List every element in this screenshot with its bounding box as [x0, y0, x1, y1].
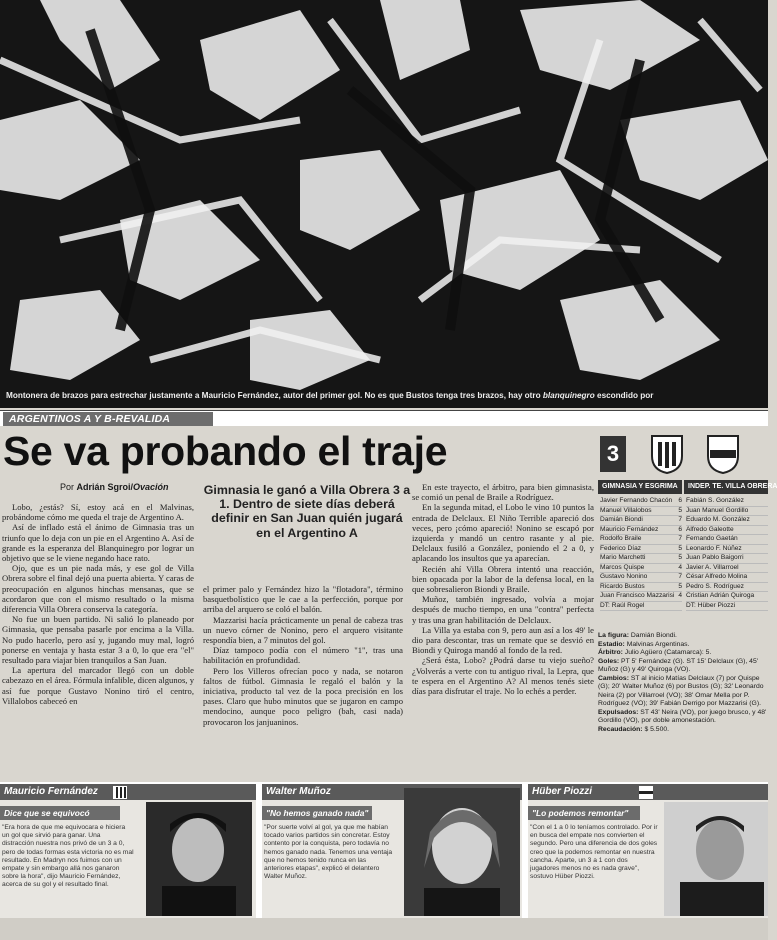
roster-row: Fabián S. González: [686, 497, 768, 507]
player-name: Javier Fernando Chacón: [600, 497, 673, 504]
player-rating: 7: [678, 516, 682, 523]
caption-tail: escondido por: [594, 391, 654, 400]
paragraph: Así de inflado está el ánimo de Gimnasia tras un triunfo que lo deja con un pie en el Argentino A. Así de grande es la esperanza del Blanquinegro por lograr un objetivo que se le viene negando hace rato.: [2, 522, 194, 564]
coach-name: DT: Raúl Rogel: [600, 601, 645, 609]
caption-italic: blanquinegro: [542, 391, 595, 400]
roster-row: Fernando Gaetán: [686, 535, 768, 545]
paragraph: En la segunda mitad, el Lobo le vino 10 puntos la entrada de Delclaux. El Niño Terrible apareció dos veces, pero ¡cómo apareció! Nonino se escapó por izquierda y mandó un centro rasante y al pie. Delclaux fusiló a González, poniendo el 2 a 0, y aplacando los insultos que ya aparecían.: [412, 502, 594, 564]
byline-author: Adrián Sgroi/: [76, 482, 134, 492]
fact-text: Julio Agüero (Catamarca): 5.: [622, 649, 712, 656]
player-rating: 4: [678, 592, 682, 599]
celebration-photo-art: [0, 0, 768, 408]
quote-title: Dice que se equivocó: [0, 806, 120, 820]
fact-label: Recaudación:: [598, 725, 643, 733]
byline: [60, 482, 169, 492]
roster-row: [600, 564, 682, 574]
player-rating: 5: [678, 506, 682, 514]
paragraph: Ojo, que es un pie nada más, y ese gol de Villa Obrera sobre el final dejó una puerta abierta. Y caras de preocupación en algunos hinchas mensanas, que se acordaron que con el mismo resultado o la misma diferencia Villa Obrera conserva la categoría.: [2, 563, 194, 615]
roster-row: Juan Pablo Baigorri: [686, 554, 768, 564]
fact-text: Malvinas Argentinas.: [624, 640, 690, 648]
roster-row: Alfredo Galeotte: [686, 526, 768, 536]
section-label: ARGENTINOS A Y B-REVALIDA: [3, 412, 213, 426]
villa-obrera-crest-icon: [706, 434, 740, 474]
paragraph: La apertura del marcador llegó con un doble cabezazo en el área. Fórmula infalible, dicen algunos, y así fue porque Gustavo Nonino tiró el centro, Villalobos cabeceó en: [2, 665, 194, 706]
quote-box-fernandez: [0, 784, 256, 918]
player-name: Manuel Villalobos: [600, 506, 652, 514]
player-rating: 4: [678, 563, 682, 571]
paragraph: Mazzarisi hacía prácticamente un penal de cabeza tras un nuevo córner de Nonino, pero el arquero visitante respondía bien, a 7 minutos del gol.: [203, 614, 403, 646]
home-score: 3: [600, 436, 626, 472]
paragraph: Díaz tampoco podía con el número "1", tras una habilitación en profundidad.: [203, 645, 403, 666]
roster-row: César Alfredo Molina: [686, 573, 768, 583]
roster-row: [600, 554, 682, 564]
villa-obrera-crest-icon: [638, 785, 654, 800]
fact-label: Goles:: [598, 657, 620, 665]
player-name: Mauricio Fernández: [600, 525, 659, 533]
paragraph: ¿Será ésta, Lobo? ¿Podrá darse tu viejo sueño? ¿Volverás a verte con tu antiguo rival, la Lepra, que te espera en el Argentino A? Al menos tenés siete días para disfrutar el traje. No lo echés a perder.: [412, 655, 594, 697]
player-rating: 5: [678, 582, 682, 590]
fact-row: [598, 675, 768, 709]
roster-row: [600, 535, 682, 545]
fact-row: [598, 709, 768, 726]
home-team-header: GIMNASIA Y ESGRIMA: [598, 480, 682, 494]
headline: Se va probando el traje: [3, 428, 448, 474]
roster-row: Cristian Adrián Quiroga: [686, 592, 768, 602]
roster-row: [600, 592, 682, 602]
roster-row: Pedro S. Rodríguez: [686, 583, 768, 593]
player-rating: 6: [678, 525, 682, 533]
roster-row: [600, 583, 682, 593]
player-rating: 5: [678, 544, 682, 552]
player-rating: 7: [678, 535, 682, 542]
paragraph: Lobo, ¿estás? Sí, estoy acá en el Malvinas, probándome cómo me queda el traje de Argentino A.: [2, 502, 194, 523]
roster-row: Eduardo M. González: [686, 516, 768, 526]
paragraph: En este trayecto, el árbitro, para bien gimnasista, se comió un penal de Braile a Rodríguez.: [412, 482, 594, 503]
player-portrait: [404, 788, 520, 916]
player-name: Rodolfo Braile: [600, 535, 642, 542]
player-rating: 6: [678, 497, 682, 504]
player-name: Gustavo Nonino: [600, 573, 648, 580]
away-team-header: INDEP. TE. VILLA OBRERA: [684, 480, 768, 494]
roster-row: Juan Manuel Gordillo: [686, 507, 768, 517]
quote-text: "Con el 1 a 0 lo teníamos controlado. Por ir en busca del empate nos convierten el segundo. Pero una diferencia de dos goles creo que la podemos remontar en nuestra cancha. Aparte, un 3 a 1 con dos jugadores menos no es nada grave", sostuvo Hüber Piozzi.: [530, 824, 658, 881]
fact-label: Cambios:: [598, 674, 629, 682]
roster-row: [600, 602, 682, 612]
quote-name: Hüber Piozzi: [528, 784, 768, 800]
caption-text: Montonera de brazos para estrechar justamente a Mauricio Fernández, autor del primer gol. No es que Bustos tenga tres brazos, hay otro: [6, 391, 543, 400]
photo-caption: [6, 391, 766, 400]
fact-label: Árbitro:: [598, 649, 623, 656]
fact-label: Estadio:: [598, 640, 625, 648]
fact-label: Expulsados:: [598, 708, 639, 716]
quote-box-munoz: [262, 784, 522, 918]
paragraph: el primer palo y Fernández hizo la "flotadora", término basquetbolístico que le cae a la perfección, porque por arriba del arquero se coló el balón.: [203, 584, 403, 615]
portrait-image: [404, 788, 520, 916]
gimnasia-crest-icon: [112, 785, 128, 800]
fact-text: $ 5.500.: [642, 725, 670, 733]
fact-row: [598, 632, 768, 641]
roster-row: Leonardo F. Núñez: [686, 545, 768, 555]
scoreboard: [598, 432, 777, 772]
fact-row: [598, 649, 768, 658]
player-name: Federico Díaz: [600, 544, 642, 552]
fact-text: ST 43' Neira (VO), por juego brusco, y 48' Gordillo (VO), por doble amonestación.: [598, 708, 767, 724]
gimnasia-crest-icon: [650, 434, 684, 474]
quote-name: Walter Muñoz: [262, 784, 522, 800]
player-rating: 7: [678, 573, 682, 580]
roster-row: [600, 573, 682, 583]
home-roster: [600, 497, 682, 611]
fact-row: [598, 726, 768, 735]
player-name: Ricardo Bustos: [600, 582, 645, 590]
paragraph: No fue un buen partido. Ni salió lo planeado por Gimnasia, que pensaba pasarle por encima a la Villa. No pudo hacerlo, pero así y, jugando muy mal, logró ponerse en ventaja y hasta estar 3 a 0, lo que era "el" resultado para viajar bien tranquilos a San Juan.: [2, 614, 194, 666]
fact-label: La figura:: [598, 632, 629, 639]
player-portrait: [146, 802, 252, 916]
roster-row: [600, 497, 682, 507]
byline-prefix: Por: [60, 482, 77, 492]
quote-text: "Por suerte volví al gol, ya que me habían tocado varios partidos sin concretar. Estoy contento por la conquista, pero todavía no hemos ganado nada. Tenemos una ventaja que no hemos tenido nunca en las anteriores etapas", explicó el delantero Walter Muñoz.: [264, 824, 393, 881]
paragraph: Muñoz, también ingresado, volvía a mojar después de mucho tiempo, en una "contra" perfecta y tras una gran habilitación de Delclaux.: [412, 594, 594, 625]
match-facts: [598, 632, 768, 734]
fact-text: PT 5' Fernández (G). ST 15' Delclaux (G), 45' Muñoz (G) y 49' Quiroga (VO).: [598, 657, 759, 673]
portrait-image: [146, 802, 252, 916]
fact-row: [598, 641, 768, 650]
quote-text: "Era hora de que me equivocara e hiciera un gol que sirvió para ganar. Una distracción nuestra nos privó de un 3 a 0, pero de todas formas esta victoria no es mal resultado. En Madryn nos fuimos con un empate y sin embargo allá nos ganaron sobre la hora", dijo Mauricio Fernández, acerca de su gol y el resultado final.: [2, 824, 134, 889]
article-column-2: [203, 584, 403, 727]
paragraph: Recién ahí Villa Obrera intentó una reacción, bien opacada por la labor de la defensa local, en la que sobresalieron Biondi y Braile.: [412, 563, 594, 595]
quote-name: Mauricio Fernández: [0, 784, 256, 800]
player-name: Marcos Quispe: [600, 563, 645, 571]
roster-row: [600, 516, 682, 526]
quote-title: "No hemos ganado nada": [262, 806, 372, 820]
roster-row: Javier A. Villarroel: [686, 564, 768, 574]
coach-name: DT: Hüber Piozzi: [686, 602, 768, 612]
roster-row: [600, 526, 682, 536]
player-rating: 5: [678, 554, 682, 561]
quote-title: "Lo podemos remontar": [528, 806, 640, 820]
roster-row: [600, 545, 682, 555]
quote-box-piozzi: [528, 784, 768, 918]
byline-brand: Ovación: [133, 482, 169, 492]
page-bottom-margin: [0, 918, 768, 940]
player-name: Damián Biondi: [600, 516, 643, 523]
paragraph: Pero los Villeros ofrecían poco y nada, se notaron faltos de fútbol. Gimnasia le regaló el balón y la iniciativa, producto tal vez de la poca precisión en los pases. Claro que hubo minutos que se jugaron en campo mendocino, aunque poco peligro (bah, casi nada) provocaron los janjuaninos.: [203, 665, 403, 727]
section-bar: [0, 410, 768, 426]
subheadline: Gimnasia le ganó a Villa Obrera 3 a 1. Dentro de siete días deberá definir en San Juan quién jugará en el Argentino A: [203, 483, 411, 540]
article-column-3: [412, 482, 594, 696]
portrait-image: [664, 802, 768, 916]
player-name: Mario Marchetti: [600, 554, 646, 561]
article-column-1: [2, 502, 194, 706]
fact-row: [598, 658, 768, 675]
match-photo: [0, 0, 768, 408]
player-name: Juan Francisco Mazzarisi: [600, 592, 675, 599]
fact-text: Damián Biondi.: [628, 632, 677, 639]
coach-portrait: [664, 802, 768, 916]
fact-text: ST al inicio Matías Delclaux (7) por Quispe (G); 20' Walter Muñoz (6) por Bustos (G); 32' Leonardo Neira (2) por Villarroel (VO); 38' Omar Mella por P. Rodríguez (VO); 39' Fabián Derrigo por Mazzarisi (G).: [598, 674, 764, 707]
roster-row: [600, 507, 682, 517]
paragraph: La Villa ya estaba con 9, pero aun así a los 49' le dio para descontar, tras un remate que se desvió en Biondi y Quiroga mandó al fondo de la red.: [412, 624, 594, 656]
away-roster: [686, 497, 768, 611]
